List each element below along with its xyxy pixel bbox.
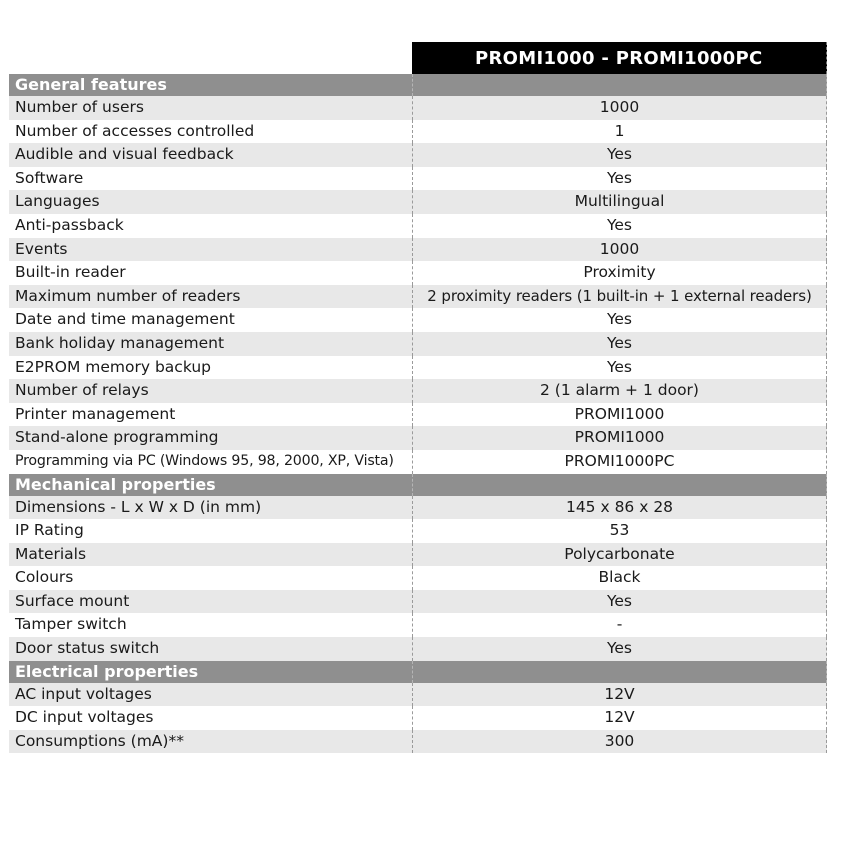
row-label: Printer management <box>15 404 176 423</box>
table-row <box>9 308 827 332</box>
row-label: Languages <box>15 192 100 211</box>
row-label: Bank holiday management <box>15 333 225 352</box>
table-row <box>9 238 827 262</box>
row-label: Stand-alone programming <box>15 428 219 447</box>
row-label: Surface mount <box>15 591 130 610</box>
row-label: Number of relays <box>15 381 149 400</box>
spec-table <box>9 42 827 753</box>
section-title: Mechanical properties <box>15 474 216 494</box>
table-row <box>9 706 827 730</box>
row-value: Yes <box>412 143 827 167</box>
table-row <box>9 543 827 567</box>
row-label: Number of accesses controlled <box>15 121 255 140</box>
row-value: 2 proximity readers (1 built-in + 1 external readers) <box>412 285 827 309</box>
row-value: PROMI1000PC <box>412 450 827 474</box>
row-label: Consumptions (mA)** <box>15 731 184 750</box>
row-value: Yes <box>412 637 827 661</box>
header-blank-cell <box>9 42 412 74</box>
row-value: 1000 <box>412 238 827 262</box>
row-label: IP Rating <box>15 521 84 540</box>
row-label: Tamper switch <box>15 615 127 634</box>
table-row <box>9 285 827 309</box>
row-value: 12V <box>412 706 827 730</box>
table-row <box>9 730 827 754</box>
row-label: Number of users <box>15 98 144 116</box>
row-label: Date and time management <box>15 310 235 329</box>
product-header: PROMI1000 - PROMI1000PC <box>412 42 828 74</box>
row-value: PROMI1000 <box>412 426 827 450</box>
row-label: DC input voltages <box>15 708 154 727</box>
table-row <box>9 190 827 214</box>
row-value: Yes <box>412 214 827 238</box>
table-row <box>9 450 827 474</box>
row-value: 2 (1 alarm + 1 door) <box>412 379 827 403</box>
row-value: Yes <box>412 332 827 356</box>
row-value: Yes <box>412 167 827 191</box>
table-row <box>9 167 827 191</box>
table-row <box>9 566 827 590</box>
section-mechanical-properties <box>9 474 827 496</box>
table-row <box>9 379 827 403</box>
row-value: Yes <box>412 590 827 614</box>
row-value: Black <box>412 566 827 590</box>
row-label: Materials <box>15 544 87 563</box>
row-label: E2PROM memory backup <box>15 357 211 376</box>
row-value: Proximity <box>412 261 827 285</box>
table-row <box>9 496 827 520</box>
table-row <box>9 332 827 356</box>
row-value: Yes <box>412 356 827 380</box>
row-value: Polycarbonate <box>412 543 827 567</box>
row-label: Anti-passback <box>15 215 124 234</box>
section-general-features <box>9 74 827 96</box>
table-row <box>9 403 827 427</box>
row-label: Events <box>15 239 68 258</box>
table-row <box>9 214 827 238</box>
row-label: Dimensions - L x W x D (in mm) <box>15 497 262 516</box>
row-label: AC input voltages <box>15 684 152 703</box>
row-label: Software <box>15 168 84 187</box>
row-value: 53 <box>412 519 827 543</box>
table-row <box>9 426 827 450</box>
table-row <box>9 637 827 661</box>
row-value: 300 <box>412 730 827 754</box>
row-value: 1000 <box>412 96 827 120</box>
row-value: 1 <box>412 120 827 144</box>
table-row <box>9 120 827 144</box>
table-row <box>9 96 827 120</box>
row-label: Built-in reader <box>15 263 126 282</box>
table-row <box>9 590 827 614</box>
section-title: General features <box>15 75 167 94</box>
table-row <box>9 143 827 167</box>
row-value: - <box>412 613 827 637</box>
row-label: Audible and visual feedback <box>15 145 234 164</box>
table-row <box>9 613 827 637</box>
table-header <box>9 42 827 74</box>
row-label: Door status switch <box>15 639 160 658</box>
section-electrical-properties <box>9 661 827 683</box>
row-label: Colours <box>15 568 74 587</box>
table-row <box>9 261 827 285</box>
row-value: Multilingual <box>412 190 827 214</box>
row-value: PROMI1000 <box>412 403 827 427</box>
row-label: Programming via PC (Windows 95, 98, 2000, XP, Vista) <box>15 452 394 469</box>
table-row <box>9 683 827 707</box>
table-row <box>9 356 827 380</box>
row-value: 145 x 86 x 28 <box>412 496 827 520</box>
table-row <box>9 519 827 543</box>
row-value: 12V <box>412 683 827 707</box>
row-label: Maximum number of readers <box>15 286 241 305</box>
row-value: Yes <box>412 308 827 332</box>
section-title: Electrical properties <box>15 661 199 681</box>
